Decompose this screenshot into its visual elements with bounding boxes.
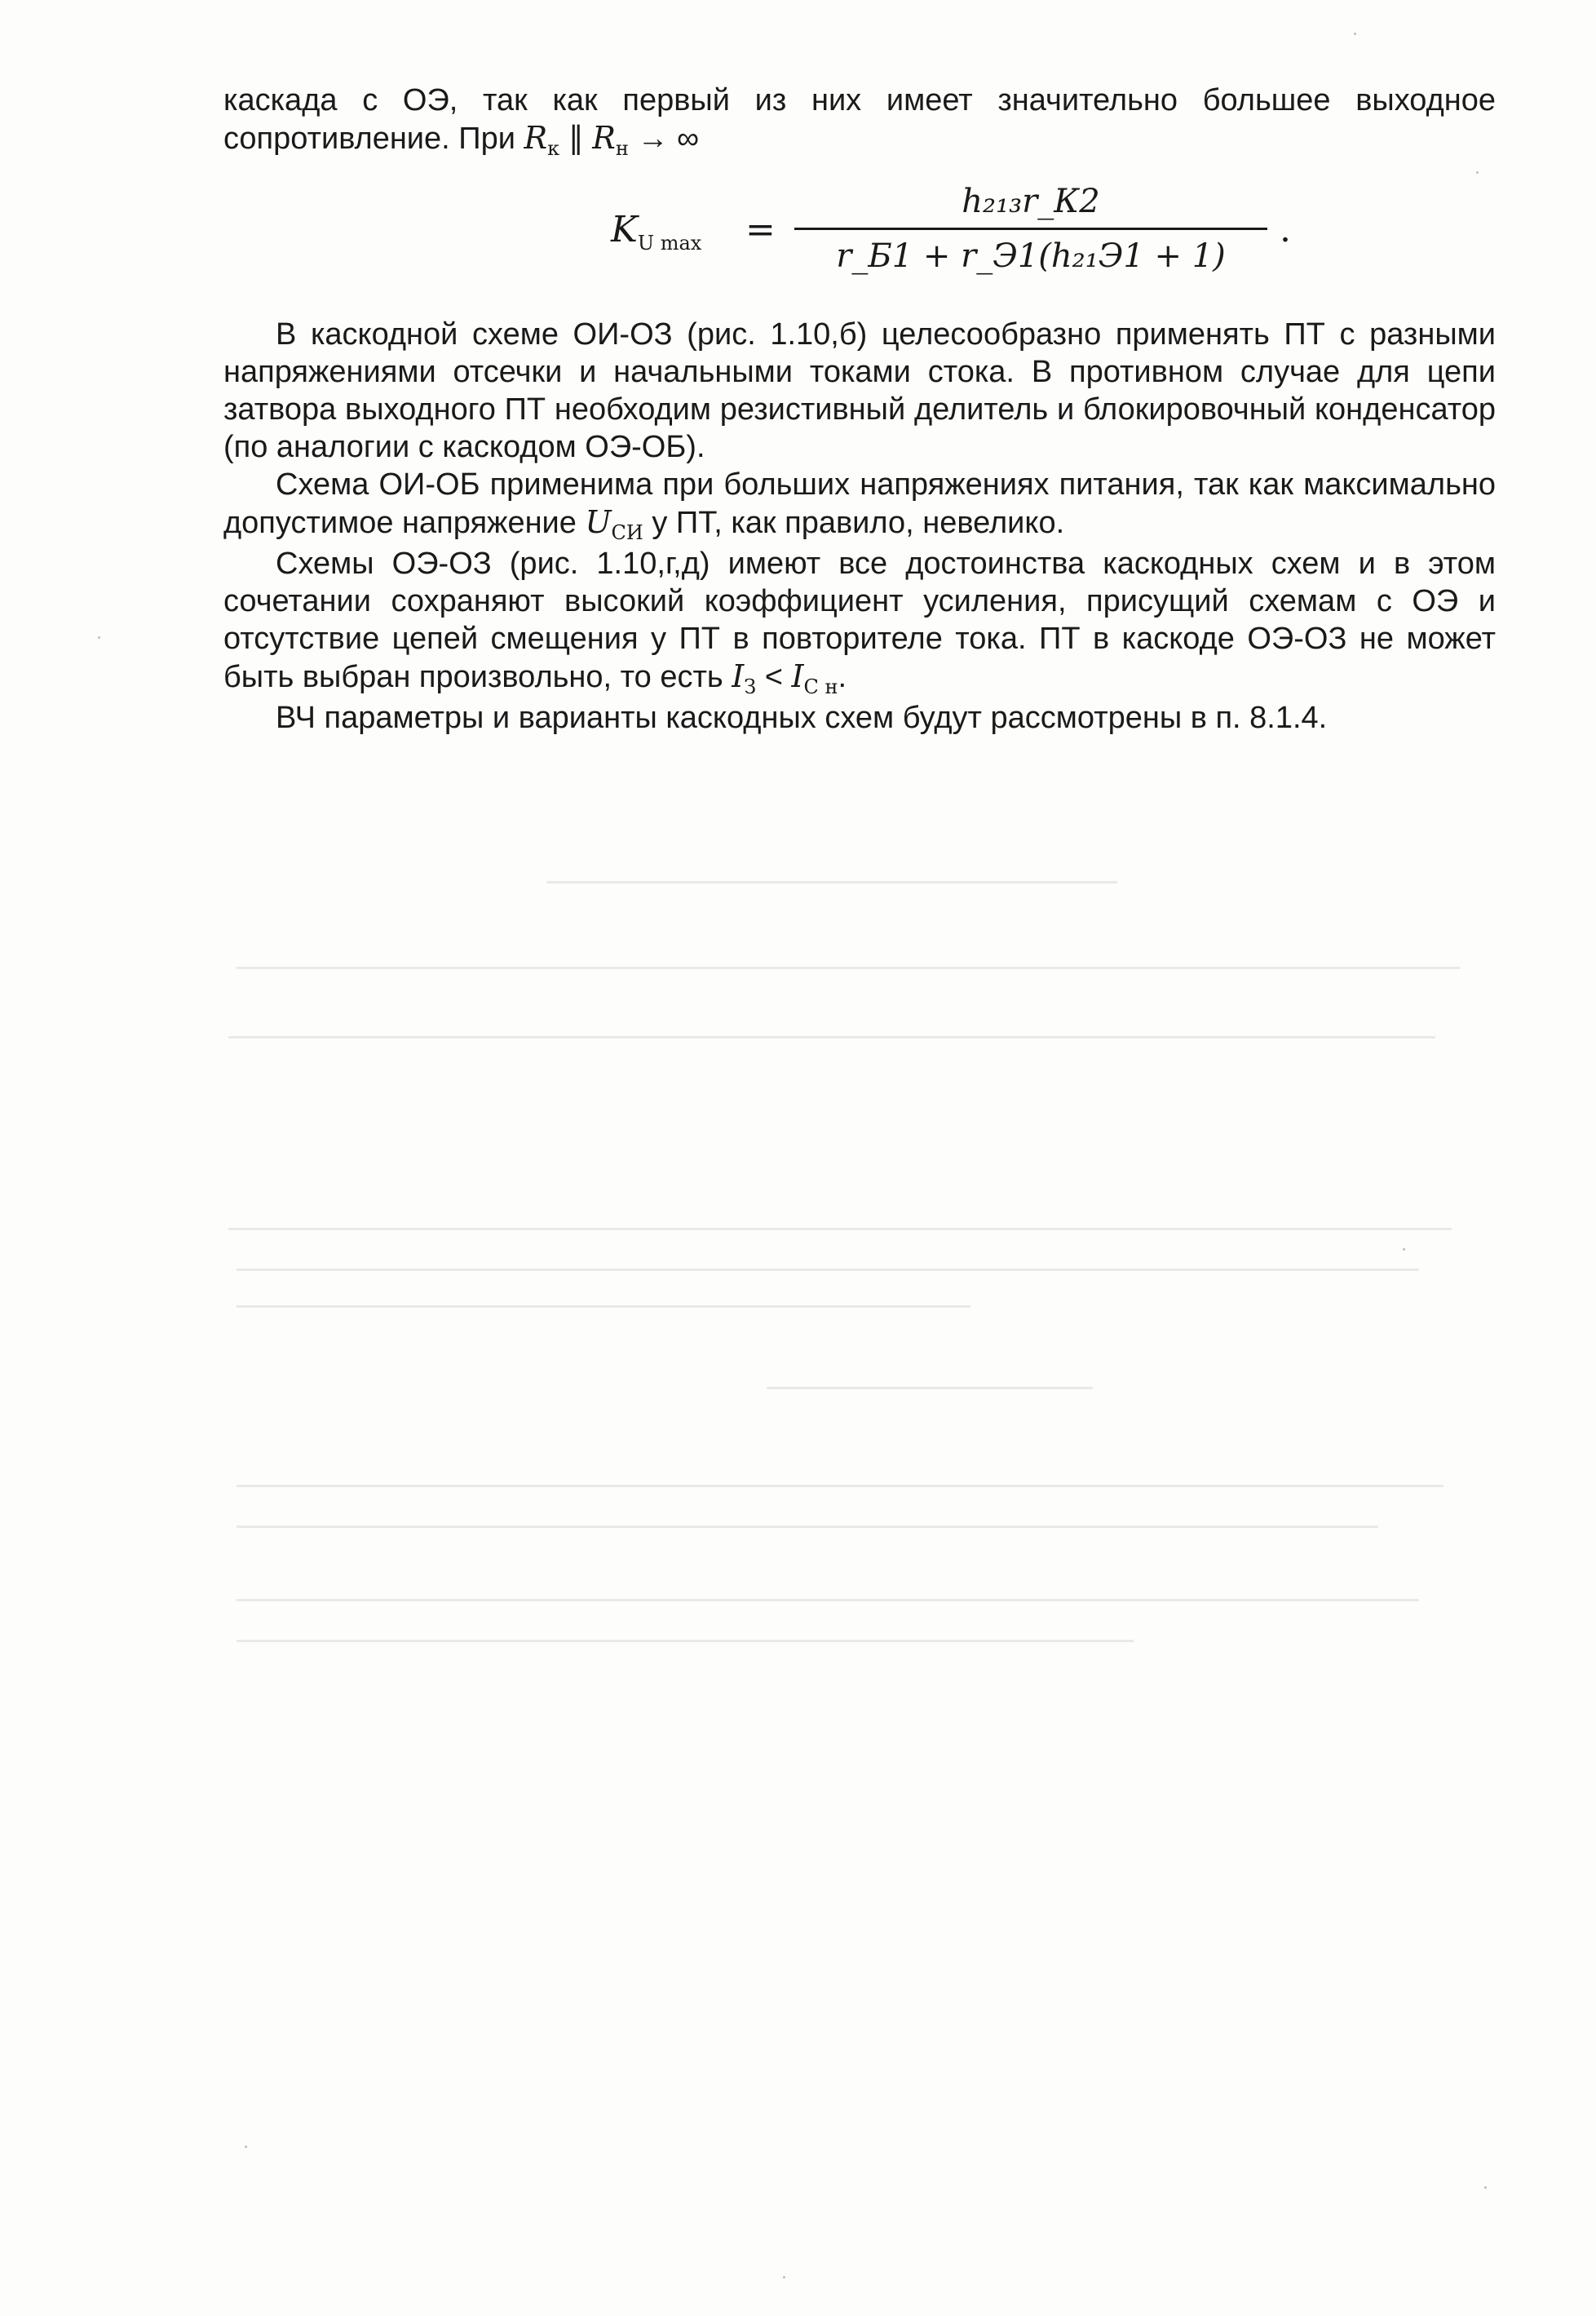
less-than-sign: < [756, 660, 792, 694]
scan-speck [1484, 2186, 1487, 2189]
parallel-sign: ∥ [559, 122, 593, 156]
formula-kumax [223, 179, 1496, 301]
paragraph-4: Схемы ОЭ-ОЗ (рис. 1.10,г,д) имеют все достоинства каскодных схем и в этом сочетании сохраняют высокий коэффициент усиления, присущий схемам с ОЭ и отсутствие цепей смещения у ПТ в повторителе тока. ПТ в каскоде ОЭ-ОЗ не может быть выбран произвольно, то есть $I_З < I_{С н}$. [223, 547, 1496, 698]
formula-period: . [1280, 209, 1291, 250]
scan-speck [1354, 33, 1356, 35]
bleed-through-line [237, 1640, 1134, 1642]
formula-equals: = [745, 209, 776, 250]
bleed-through-line [237, 967, 1460, 969]
fraction-bar [794, 228, 1267, 230]
var-iz: $I_З$ [732, 658, 757, 698]
paragraph-2: В каскодной схеме ОИ-ОЗ (рис. 1.10,б) целесообразно применять ПТ с разными напряжениями отсечки и начальными токами стока. В противном случае для цепи затвора выходного ПТ необходим резистивный делитель и блокировочный конденсатор (по аналогии с каскодом ОЭ-ОБ). [223, 317, 1496, 464]
paragraph-5: ВЧ параметры и варианты каскодных схем будут рассмотрены в п. 8.1.4. [276, 701, 1328, 735]
limit-infinity: → ∞ [628, 122, 700, 156]
paragraph-1 [223, 82, 1496, 161]
var-usi: $U_{СИ}$ [585, 504, 643, 544]
var-rk: $R_к$ [524, 120, 560, 160]
formula-lhs: $K_{U max}$ [611, 209, 702, 255]
bleed-through-line [767, 1387, 1093, 1389]
scan-speck [1403, 1248, 1405, 1251]
var-rn: $R_н$ [592, 120, 629, 160]
bleed-through-line [237, 1599, 1419, 1601]
scan-speck [783, 2276, 785, 2278]
bleed-through-line [237, 1485, 1443, 1487]
bleed-through-line [237, 1305, 970, 1308]
scan-speck [1476, 171, 1479, 174]
bleed-through-line [237, 1526, 1378, 1528]
paragraph-1-text: каскада с ОЭ, так как первый из них имеет значительно большее выходное сопротивление. При [223, 83, 1496, 156]
bleed-through-line [237, 1269, 1419, 1271]
formula-fraction [786, 179, 1275, 279]
scan-speck [245, 2146, 247, 2148]
var-icn: $I_{С н}$ [791, 658, 838, 698]
paragraph-3: Схема ОИ-ОБ применима при больших напряжениях питания, так как максимально допустимое напряжение $U_{СИ}$ у ПТ, как правило, невелико. [223, 467, 1496, 544]
formula-denominator: r_Б1 + r_Э1(h₂₁Э1 + 1) [836, 237, 1226, 275]
formula-numerator: h₂₁₃r_К2 [962, 183, 1100, 220]
bleed-through-line [228, 1036, 1435, 1038]
text-block [223, 82, 1496, 737]
bleed-through-line [546, 881, 1117, 883]
bleed-through-line [228, 1228, 1452, 1230]
scan-speck [98, 636, 100, 639]
